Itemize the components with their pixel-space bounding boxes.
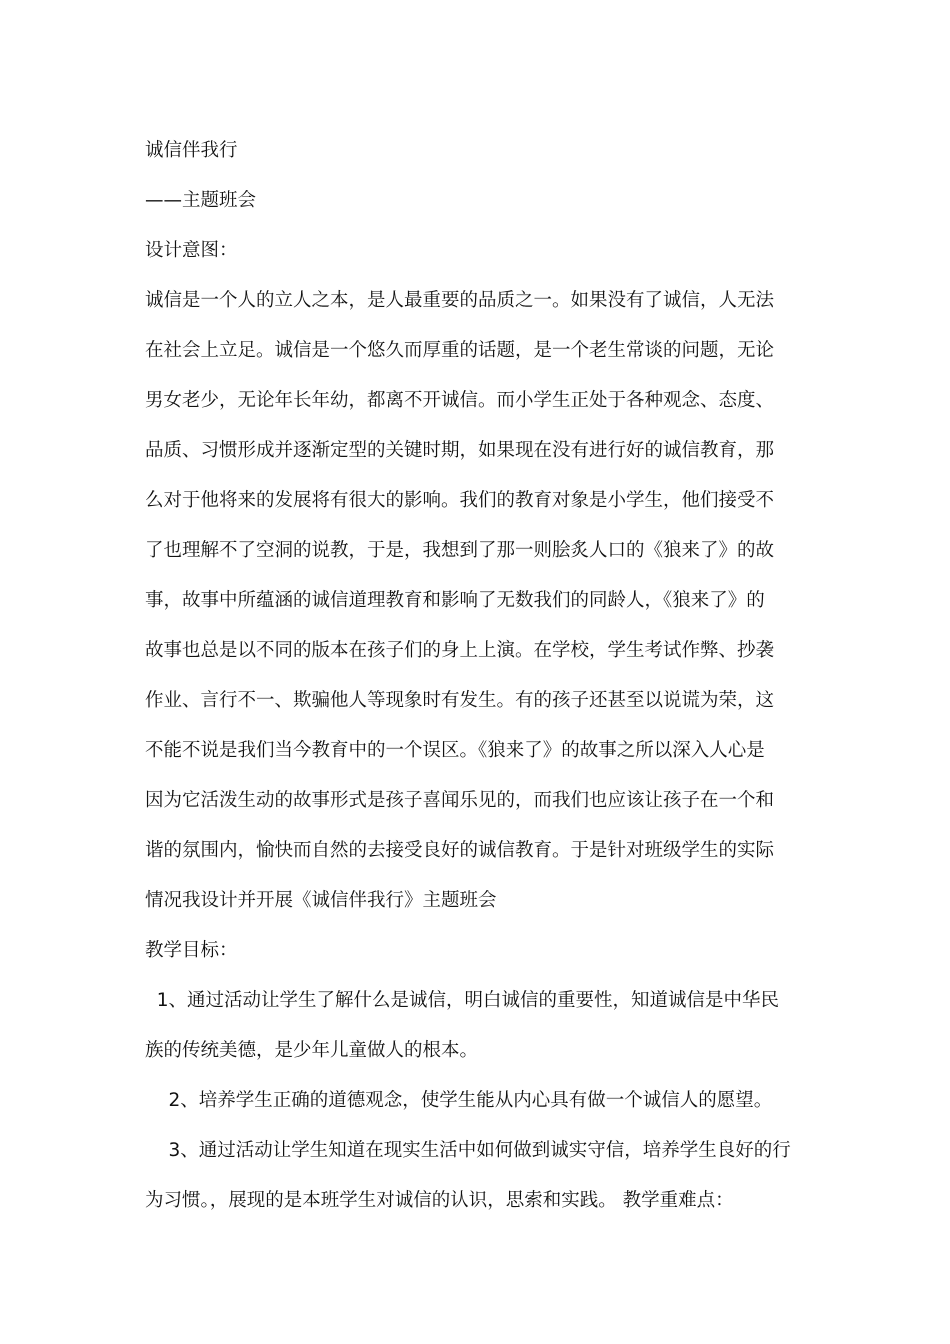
design-paragraph-line: 品质、习惯形成并逐渐定型的关键时期，如果现在没有进行好的诚信教育，那	[145, 440, 775, 461]
design-paragraph-line: 在社会上立足。诚信是一个悠久而厚重的话题，是一个老生常谈的问题，无论	[145, 340, 775, 361]
goal-line: 3、通过活动让学生知道在现实生活中如何做到诚实守信，培养学生良好的行	[145, 1140, 791, 1161]
design-paragraph-line: 诚信是一个人的立人之本，是人最重要的品质之一。如果没有了诚信，人无法	[145, 290, 775, 311]
document-subtitle: ——主题班会	[145, 190, 257, 211]
design-paragraph-line: 作业、言行不一、欺骗他人等现象时有发生。有的孩子还甚至以说谎为荣，这	[145, 690, 775, 711]
design-paragraph-line: 了也理解不了空洞的说教，于是，我想到了那一则脍炙人口的《狼来了》的故	[145, 540, 775, 561]
design-paragraph-line: 不能不说是我们当今教育中的一个误区。《狼来了》的故事之所以深入人心是	[145, 740, 765, 761]
goal-line: 1、通过活动让学生了解什么是诚信，明白诚信的重要性，知道诚信是中华民	[145, 990, 780, 1011]
design-paragraph-line: 谐的氛围内，愉快而自然的去接受良好的诚信教育。于是针对班级学生的实际	[145, 840, 775, 861]
goal-line: 2、培养学生正确的道德观念，使学生能从内心具有做一个诚信人的愿望。	[145, 1090, 773, 1111]
design-paragraph-line: 情况我设计并开展《诚信伴我行》主题班会	[145, 890, 497, 911]
design-paragraph-line: 故事也总是以不同的版本在孩子们的身上上演。在学校，学生考试作弊、抄袭	[145, 640, 775, 661]
design-paragraph-line: 因为它活泼生动的故事形式是孩子喜闻乐见的，而我们也应该让孩子在一个和	[145, 790, 775, 811]
teaching-goals-heading: 教学目标：	[145, 940, 238, 961]
design-paragraph-line: 事，故事中所蕴涵的诚信道理教育和影响了无数我们的同龄人，《狼来了》的	[145, 590, 765, 611]
goal-line: 为习惯。，展现的是本班学生对诚信的认识，思索和实践。 教学重难点：	[145, 1190, 734, 1211]
design-paragraph-line: 男女老少，无论年长年幼，都离不开诚信。而小学生正处于各种观念、态度、	[145, 390, 775, 411]
design-paragraph-line: 么对于他将来的发展将有很大的影响。我们的教育对象是小学生，他们接受不	[145, 490, 775, 511]
document-title: 诚信伴我行	[145, 140, 238, 161]
design-intent-heading: 设计意图：	[145, 240, 238, 261]
goal-line: 族的传统美德，是少年儿童做人的根本。	[145, 1040, 479, 1061]
